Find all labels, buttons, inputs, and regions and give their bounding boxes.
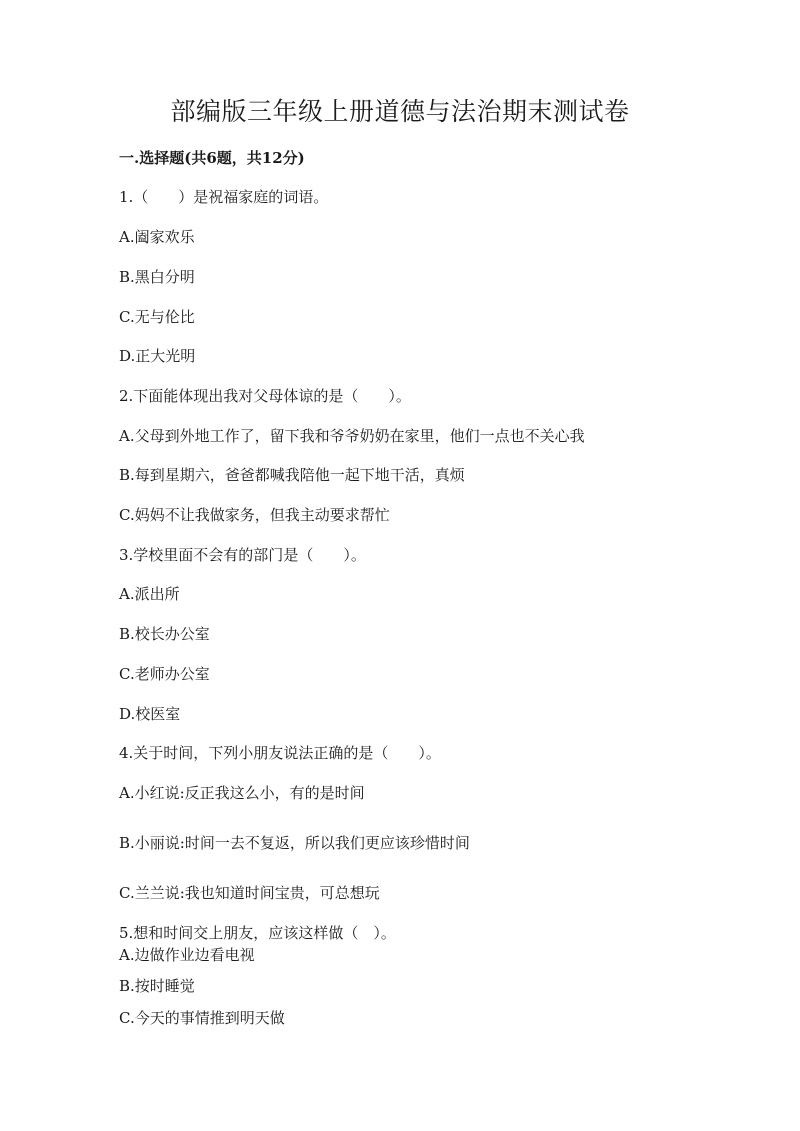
question-5-option-c: C.今天的事情推到明天做 (119, 1009, 285, 1027)
question-1-option-b: B.黑白分明 (119, 268, 195, 286)
question-1-stem: 1.（ ）是祝福家庭的词语。 (119, 188, 329, 206)
question-3-option-b: B.校长办公室 (119, 625, 210, 643)
question-4-option-b: B.小丽说:时间一去不复返，所以我们更应该珍惜时间 (119, 834, 470, 852)
question-5-option-a: A.边做作业边看电视 (119, 946, 255, 964)
question-1-option-d: D.正大光明 (119, 347, 196, 365)
question-2-option-c: C.妈妈不让我做家务，但我主动要求帮忙 (119, 506, 390, 524)
question-3-stem: 3.学校里面不会有的部门是（ ）。 (119, 546, 366, 564)
question-3-option-a: A.派出所 (119, 585, 180, 603)
question-4-option-a: A.小红说:反正我这么小，有的是时间 (119, 784, 365, 802)
question-3-option-c: C.老师办公室 (119, 665, 210, 683)
question-5-stem: 5.想和时间交上朋友，应该这样做（ ）。 (119, 924, 396, 942)
question-4-option-c: C.兰兰说:我也知道时间宝贵，可总想玩 (119, 884, 380, 902)
exam-title: 部编版三年级上册道德与法治期末测试卷 (170, 97, 630, 126)
question-2-option-b: B.每到星期六，爸爸都喊我陪他一起下地干活，真烦 (119, 466, 465, 484)
question-1-option-c: C.无与伦比 (119, 308, 195, 326)
question-3-option-d: D.校医室 (119, 705, 181, 723)
question-4-stem: 4.关于时间，下列小朋友说法正确的是（ ）。 (119, 744, 441, 762)
question-2-option-a: A.父母到外地工作了，留下我和爷爷奶奶在家里，他们一点也不关心我 (119, 427, 585, 445)
question-5-option-b: B.按时睡觉 (119, 977, 195, 995)
question-1-option-a: A.阖家欢乐 (119, 228, 195, 246)
question-2-stem: 2.下面能体现出我对父母体谅的是（ ）。 (119, 387, 411, 405)
section-header: 一.选择题(共6题，共12分) (119, 149, 305, 167)
